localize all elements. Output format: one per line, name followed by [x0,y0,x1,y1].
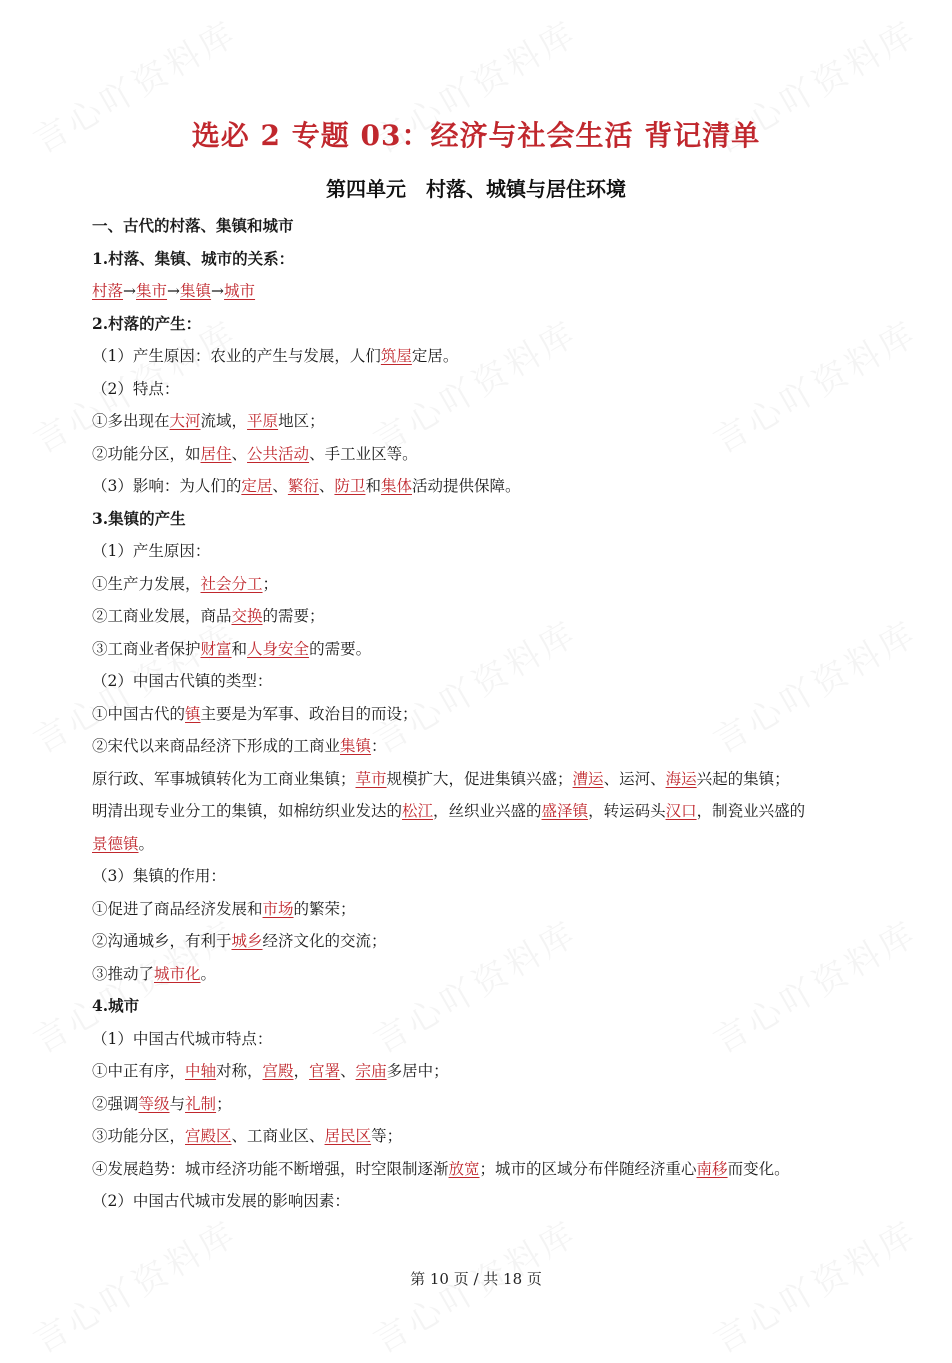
text-segment: （2）中国古代城市发展的影响因素： [92,1192,350,1210]
key-term: 草市 [355,769,387,788]
text-segment: ②强调 [92,1094,139,1113]
text-segment: 经济文化的交流； [262,932,387,950]
text-segment: 多居中； [386,1062,449,1080]
text-segment: ， [293,1062,310,1080]
text-line [92,373,892,406]
key-term: 定居 [241,477,273,495]
key-term: 南移 [696,1159,728,1178]
key-term: 集镇 [340,737,372,755]
key-term: 集镇 [180,282,212,300]
text-line [92,470,892,503]
text-segment: → [167,282,181,300]
key-term: 礼制 [185,1094,217,1113]
text-segment: 地区； [278,412,325,430]
text-line [92,438,892,471]
text-segment: 4.城市 [92,996,140,1015]
key-term: 城市 [224,282,256,300]
text-segment: 、 [318,477,335,495]
text-segment: ；城市的区域分布伴随经济重心 [479,1159,697,1178]
key-term: 宗庙 [355,1062,387,1080]
key-term: 居民区 [324,1127,372,1145]
text-segment: （1）中国古代城市特点： [92,1029,273,1048]
text-segment: （2）特点： [92,379,180,398]
text-segment: （3）集镇的作用： [92,867,226,885]
text-segment: 明清出现专业分工的集镇，如棉纺织业发达的 [92,802,403,820]
text-segment: → [211,282,225,300]
page-footer: 第 10 页 / 共 18 页 [410,1270,542,1288]
text-segment: ①中国古代的 [92,704,186,723]
text-line [92,925,892,958]
text-line [92,698,892,731]
section-heading [92,243,892,276]
unit-subtitle: 第四单元 村落、城镇与居住环境 [326,177,626,201]
key-term: 人身安全 [247,639,310,658]
text-segment: 定居。 [411,347,459,365]
text-segment: 一、古代的村落、集镇和城市 [92,216,294,235]
text-line [92,1055,892,1088]
text-segment: 的需要。 [309,639,372,658]
key-term: 繁衍 [287,477,319,495]
key-term: 防卫 [334,477,366,495]
text-line [92,633,892,666]
key-term: 镇 [185,704,201,723]
text-segment: 和 [231,639,248,658]
text-segment: 、 [272,477,288,495]
key-term: 市场 [262,899,294,918]
text-segment: 等； [371,1127,403,1145]
key-term: 盛泽镇 [541,802,589,820]
key-term: 平原 [247,412,279,430]
text-segment: ③推动了 [92,964,155,983]
key-term: 汉口 [665,802,697,820]
text-segment: ，丝织业兴盛的 [433,802,542,820]
section-heading [92,308,892,341]
key-term: 放宽 [448,1159,480,1178]
text-segment: ①促进了商品经济发展和 [92,899,263,918]
text-segment: 兴起的集镇； [696,769,790,788]
key-term: 漕运 [572,769,604,788]
text-segment: （2）中国古代镇的类型： [92,672,273,690]
key-term: 城乡 [231,932,263,950]
text-segment: （1）产生原因： [92,542,211,560]
text-segment: 对称， [216,1062,263,1080]
text-line [92,958,892,991]
text-line [92,405,892,438]
text-segment: ； [216,1094,232,1113]
key-term: 大河 [169,412,201,430]
text-line [92,1153,892,1186]
text-segment: ②沟通城乡，有利于 [92,932,232,950]
text-line [92,893,892,926]
text-line [92,340,892,373]
text-line [92,1120,892,1153]
key-term: 公共活动 [247,444,310,463]
key-term: 居住 [200,444,232,463]
text-segment: ②工商业发展，商品 [92,607,232,625]
text-line [92,1023,892,1056]
text-segment: ②功能分区，如 [92,444,201,463]
key-term: 景德镇 [92,834,139,853]
text-line [92,763,892,796]
text-line [92,828,892,861]
text-segment: 2.村落的产生： [92,313,202,333]
text-line [92,730,892,763]
text-line [92,665,892,698]
section-heading [92,990,892,1023]
text-line [92,568,892,601]
text-segment: ，制瓷业兴盛的 [696,802,806,820]
text-line [92,1185,892,1218]
text-segment: ③功能分区， [92,1127,186,1145]
text-segment: 。 [138,834,155,853]
text-line [92,275,892,308]
key-term: 村落 [92,282,124,300]
text-segment: ①多出现在 [92,412,170,430]
text-segment: ，转运码头 [588,802,666,820]
text-line [92,1088,892,1121]
text-segment: 活动提供保障。 [411,477,521,495]
text-line [92,860,892,893]
text-segment: 3.集镇的产生 [92,508,186,528]
key-term: 集市 [136,282,168,300]
key-term: 官署 [309,1062,341,1080]
text-segment: ： [371,737,387,755]
document-body [92,210,892,1218]
text-segment: 原行政、军事城镇转化为工商业集镇； [92,769,356,788]
key-term: 中轴 [185,1062,217,1080]
text-segment: 1.村落、集镇、城市的关系： [92,248,295,268]
key-term: 筑屋 [380,347,412,365]
key-term: 社会分工 [200,574,263,593]
text-segment: 规模扩大，促进集镇兴盛； [386,769,573,788]
text-segment: ①中正有序， [92,1062,186,1080]
text-segment: 、 [231,444,248,463]
text-segment: 的需要； [262,607,325,625]
text-segment: 。 [200,964,217,983]
text-segment: ①生产力发展， [92,574,201,593]
page-title: 选必 2 专题 03：经济与社会生活 背记清单 [191,119,761,152]
text-line [92,535,892,568]
text-segment: ②宋代以来商品经济下形成的工商业 [92,737,341,755]
section-heading [92,503,892,536]
text-segment: 的繁荣； [293,899,356,918]
key-term: 财富 [200,639,232,658]
text-segment: （3）影响：为人们的 [92,477,242,495]
key-term: 城市化 [154,964,201,983]
text-segment: ； [262,574,279,593]
text-line [92,795,892,828]
text-segment: 和 [365,477,381,495]
key-term: 海运 [665,769,697,788]
text-segment: 、工商业区、 [231,1127,325,1145]
text-segment: 与 [169,1094,186,1113]
section-heading [92,210,892,243]
text-segment: 、 [340,1062,356,1080]
text-segment: （1）产生原因：农业的产生与发展，人们 [92,347,381,365]
text-segment: 、手工业区等。 [309,444,418,463]
key-term: 宫殿区 [185,1127,232,1145]
text-segment: 主要是为军事、政治目的而设； [200,704,418,723]
text-segment: 、运河、 [603,769,666,788]
key-term: 等级 [138,1094,170,1113]
text-segment: 而变化。 [727,1159,790,1178]
text-segment: ④发展趋势：城市经济功能不断增强，时空限制逐渐 [92,1159,449,1178]
key-term: 松江 [402,802,434,820]
text-segment: ③工商业者保护 [92,639,201,658]
key-term: 宫殿 [262,1062,294,1080]
text-segment: → [123,282,137,300]
text-line [92,600,892,633]
text-segment: 流域， [200,412,248,430]
key-term: 集体 [380,477,412,495]
key-term: 交换 [231,607,263,625]
